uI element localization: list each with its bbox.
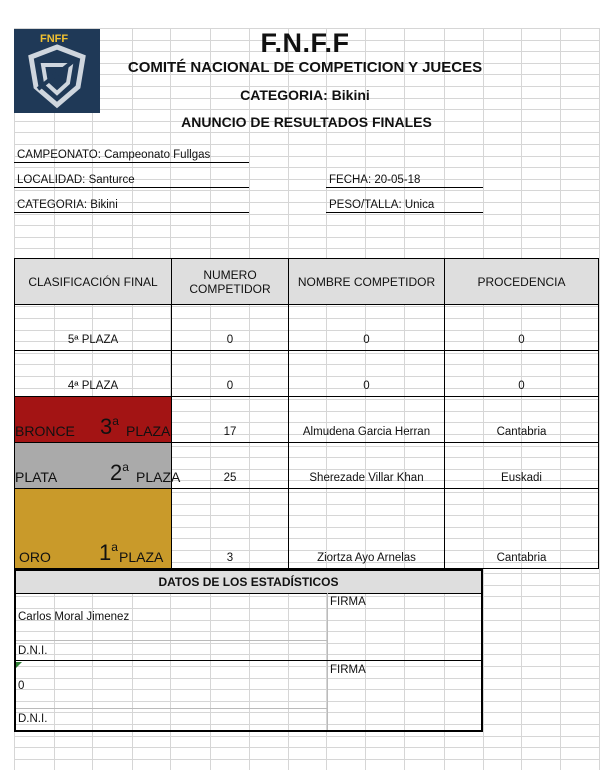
procedencia-5: 0 (445, 305, 598, 351)
fnff-logo (14, 29, 100, 113)
plaza-bronce (15, 397, 172, 443)
stats-person-1: Carlos Moral Jimenez (18, 611, 130, 623)
nombre-1: Ziortza Ayo Arnelas (289, 489, 445, 568)
grid-line (14, 237, 599, 238)
grid-line (14, 190, 599, 191)
header-nombre: NOMBRE COMPETIDOR (289, 259, 445, 305)
nombre-5: 0 (289, 305, 445, 351)
categoria-field: CATEGORIA: Bikini (17, 199, 118, 211)
plaza-label-1: PLAZA (119, 549, 164, 565)
medal-plata: PLATA (15, 469, 58, 485)
header-numero-line1: NUMERO (203, 267, 257, 282)
place-num-3: 3$^a$ (100, 414, 119, 439)
stats-person-2: 0 (18, 680, 25, 692)
announcement-title: ANUNCIO DE RESULTADOS FINALES (181, 114, 432, 130)
fecha-field: FECHA: 20-05-18 (329, 174, 421, 186)
stats-dni-2: D.N.I. (18, 713, 48, 725)
committee-title: COMITÉ NACIONAL DE COMPETICION Y JUECES (127, 59, 483, 76)
plaza-oro (15, 489, 172, 568)
grid-line (14, 167, 599, 168)
grid-line (14, 248, 599, 249)
numero-2: 25 (172, 443, 289, 489)
header-procedencia: PROCEDENCIA (445, 259, 598, 305)
campeonato-field: CAMPEONATO: Campeonato Fullgas (17, 149, 211, 161)
stats-title: DATOS DE LOS ESTADÍSTICOS (16, 571, 481, 594)
numero-3: 17 (172, 397, 289, 443)
procedencia-4: 0 (445, 351, 598, 397)
category-title: CATEGORIA: Bikini (240, 87, 370, 103)
peso-talla-field: PESO/TALLA: Unica (329, 199, 435, 211)
grid-line (14, 747, 599, 748)
plaza-plata (15, 443, 181, 489)
grid-line (599, 28, 600, 770)
localidad-field: LOCALIDAD: Santurce (17, 174, 135, 186)
medal-bronce: BRONCE (15, 423, 75, 439)
grid-line (14, 736, 599, 737)
header-numero (172, 259, 289, 305)
procedencia-3: Cantabria (445, 397, 598, 443)
place-num-2: 2$^a$ (110, 460, 129, 485)
stats-firma-2: FIRMA (330, 664, 366, 676)
logo-text: FNFF (40, 33, 69, 45)
procedencia-1: Cantabria (496, 552, 547, 564)
place-num-1: 1$^a$ (99, 540, 118, 565)
numero-4: 0 (172, 351, 289, 397)
stats-firma-1: FIRMA (330, 596, 366, 608)
header-numero-line2: COMPETIDOR (189, 281, 271, 296)
stats-dni-1: D.N.I. (18, 645, 48, 657)
org-title: F.N.F.F (260, 28, 350, 58)
medal-oro: ORO (19, 549, 51, 565)
grid-line (14, 214, 599, 215)
procedencia-2: Euskadi (445, 443, 598, 489)
numero-5: 0 (172, 305, 289, 351)
grid-line (14, 759, 599, 760)
nombre-3: Almudena Garcia Herran (289, 397, 445, 443)
results-table (14, 258, 599, 569)
numero-1: 3 (172, 489, 289, 568)
plaza-5: 5ª PLAZA (15, 305, 172, 351)
grid-line (14, 132, 599, 133)
plaza-label-3: PLAZA (126, 423, 171, 439)
nombre-4: 0 (289, 351, 445, 397)
header-clasificacion: CLASIFICACIÓN FINAL (15, 259, 172, 305)
grid-line (14, 225, 599, 226)
nombre-2: Sherezade Villar Khan (289, 443, 445, 489)
comment-marker (16, 662, 22, 668)
stats-block (14, 569, 483, 732)
grid-line (14, 109, 599, 110)
plaza-4: 4ª PLAZA (15, 351, 172, 397)
plaza-label-2: PLAZA (136, 469, 181, 485)
grid-line (14, 144, 599, 145)
shield-icon (28, 45, 86, 107)
